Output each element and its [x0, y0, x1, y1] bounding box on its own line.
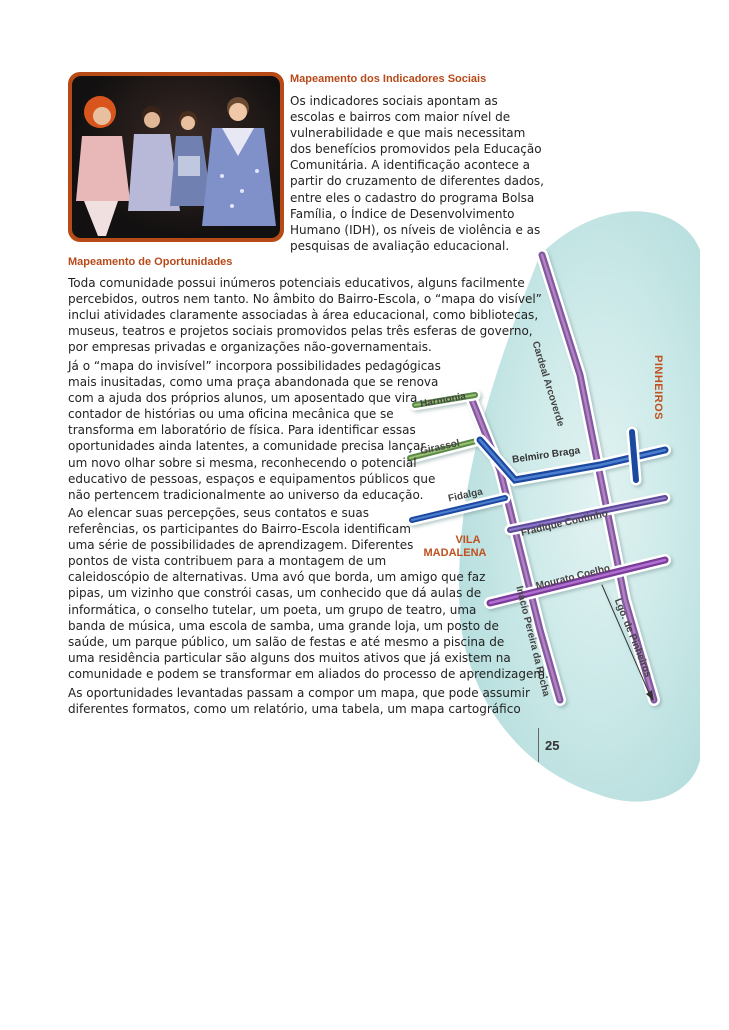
indicators-line: Família, o Índice de Desenvolvimento [290, 206, 515, 221]
label-pinheiros: PINHEIROS [652, 355, 664, 421]
label-fidalga: Fidalga [447, 486, 484, 505]
indicators-line: entre eles o cadastro do programa Bolsa [290, 190, 535, 205]
paragraph-line: As oportunidades levantadas passam a compor um mapa, que pode assumir [68, 686, 530, 700]
paragraph-line: banda de música, uma escola de samba, uma grande loja, um posto de [68, 618, 499, 633]
indicators-line: vulnerabilidade e que mais necessitam [290, 126, 526, 141]
label-lgo-pinheiros: Lgo. de Pinheiros [611, 597, 654, 679]
opportunities-paragraph-2 [68, 358, 441, 503]
paragraph-line: oportunidades ainda latentes, a comunidade precisa lançar [68, 439, 426, 454]
paragraph-line: Ao elencar suas percepções, seus contatos e suas [68, 506, 369, 520]
paragraph-line: diferentes formatos, como um relatório, uma tabela, um mapa cartográfico [68, 702, 521, 717]
paragraph-line: por empresas privadas e organizações não-governamentais. [68, 340, 432, 355]
paragraph-line: comunidade e podem se transformar em aliados do processo de aprendizagem. [68, 666, 549, 681]
opportunities-heading: Mapeamento de Oportunidades [68, 256, 233, 268]
label-inacio-pereira: Inácio Pereira da Rocha [513, 585, 552, 698]
indicators-line: escolas e bairros com maior nível de [290, 110, 511, 125]
theater-photo [68, 72, 284, 242]
paragraph-line: Já o “mapa do invisível” incorpora possibilidades pedagógicas [68, 359, 441, 373]
paragraph-line: inclui atividades claramente associadas à área educacional, como bibliotecas, [68, 308, 539, 323]
paragraph-line: com a ajuda dos próprios alunos, um aposentado que vira [68, 391, 418, 406]
indicators-heading: Mapeamento dos Indicadores Sociais [290, 73, 487, 85]
indicators-line: Humano (IDH), os níveis de violência e as [290, 222, 541, 237]
label-harmonia: Harmonia [419, 391, 467, 410]
label-mourato-coelho: Mourato Coelho [534, 562, 612, 593]
paragraph-line: percebidos, outros nem tanto. No âmbito do Bairro-Escola, o “mapa do visível” [68, 292, 542, 307]
indicators-line: dos benefícios promovidos pela Educação [290, 142, 542, 157]
indicators-line: pesquisas de avaliação educacional. [290, 238, 510, 253]
label-madalena: MADALENA [423, 547, 487, 559]
paragraph-line: caleidoscópio de alternativas. Uma avó que borda, um amigo que faz [68, 570, 486, 585]
label-cardeal-arcoverde: Cardeal Arcoverde [529, 340, 566, 428]
paragraph-line: contador de histórias ou uma oficina mecânica que se [68, 407, 394, 422]
opportunities-paragraph-4 [68, 685, 530, 717]
indicators-line: Comunitária. A identificação acontece a [290, 158, 531, 173]
page-number-divider [538, 728, 539, 762]
theater-photo-illustration [72, 76, 280, 238]
label-vila: VILA [455, 534, 481, 546]
paragraph-line: mais inusitadas, como uma praça abandonada que se renova [68, 375, 439, 390]
paragraph-line: pontos de vista contribuem para a montagem de um [68, 554, 387, 569]
paragraph-line: informática, o conselho tutelar, um poeta, um grupo de teatro, uma [68, 602, 477, 617]
indicators-line: Os indicadores sociais apontam as [290, 94, 498, 108]
paragraph-line: um novo olhar sobre si mesma, reconhecendo o potencial [68, 455, 417, 470]
paragraph-line: museus, teatros e projetos sociais promovidos pelas três esferas de governo, [68, 324, 533, 339]
paragraph-line: não pertencem tradicionalmente ao universo da educação. [68, 487, 424, 502]
paragraph-line: educativo de pessoas, espaços e equipamentos públicos que [68, 471, 436, 486]
label-girassol: Girassol [419, 437, 461, 458]
paragraph-line: Toda comunidade possui inúmeros potenciais educativos, alguns facilmente [68, 276, 525, 290]
page-number: 25 [545, 738, 560, 753]
indicators-line: partir do cruzamento de diferentes dados, [290, 174, 544, 189]
indicators-paragraph [290, 93, 544, 254]
label-belmiro-braga: Belmiro Braga [511, 445, 581, 466]
paragraph-line: transforma em laboratório de física. Para identificar essas [68, 423, 416, 438]
paragraph-line: pipas, um vizinho que constrói casas, um conhecido que dá aulas de [68, 586, 482, 601]
paragraph-line: uma residência particular são alguns dos muitos ativos que já existem na [68, 650, 511, 665]
paragraph-line: saúde, um parque público, um salão de festas e até mesmo a piscina de [68, 634, 505, 649]
paragraph-line: referências, os participantes do Bairro-Escola identificam [68, 522, 411, 537]
paragraph-line: uma série de possibilidades de aprendizagem. Diferentes [68, 538, 414, 553]
label-fradique-coutinho: Fradique Coutinho [519, 508, 609, 539]
opportunities-paragraph-1 [68, 275, 542, 355]
opportunities-paragraph-3 [68, 505, 549, 682]
